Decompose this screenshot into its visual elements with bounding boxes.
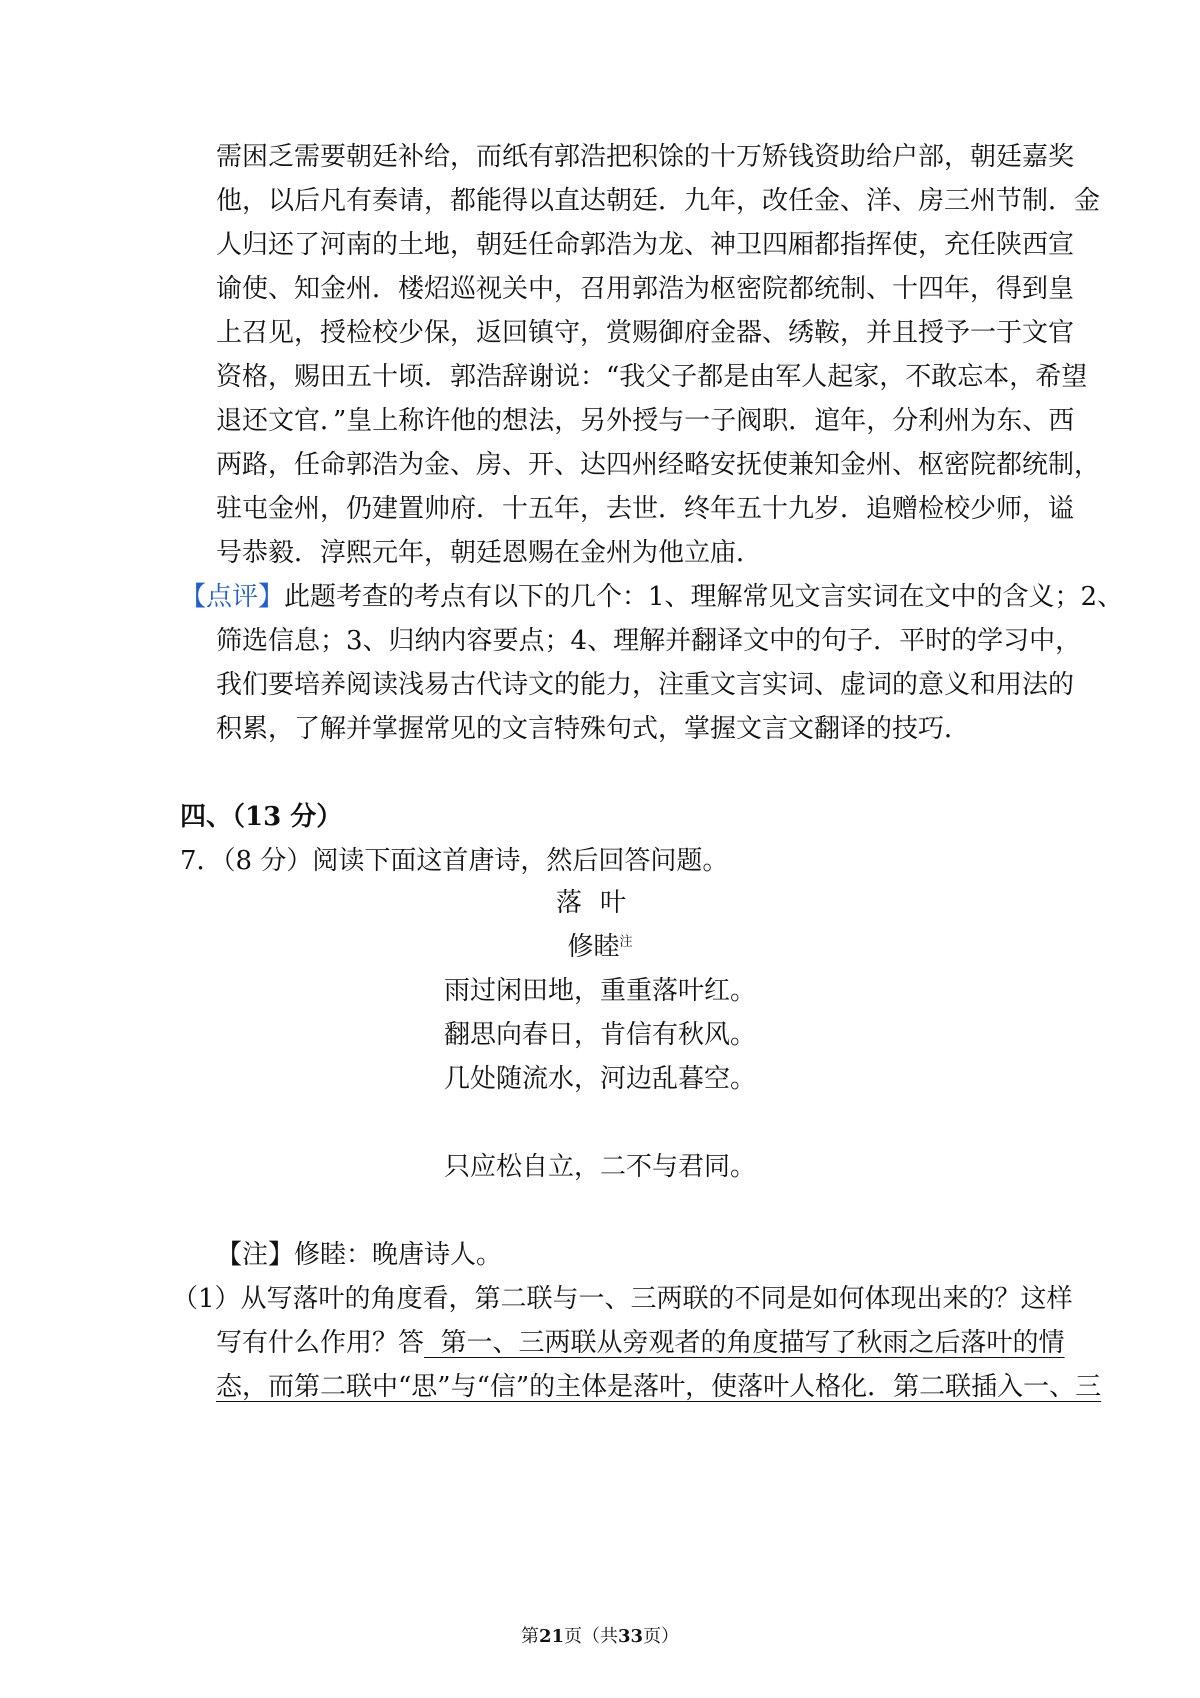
sub-question-1-answer-cont: 态，而第二联中“思”与“信”的主体是落叶，使落叶人格化．第二联插入一、三	[216, 1372, 1102, 1402]
translation-line: 上召见，授检校少保，返回镇守，赏赐御府金器、绣鞍，并且授予一于文官	[216, 318, 1075, 348]
sub-question-1-prompt-cont	[216, 1327, 1065, 1359]
poem-line: 雨过闲田地，重重落叶红。	[443, 976, 756, 1006]
footer-total-pages: 33	[618, 1626, 644, 1647]
poem-line: 只应松自立，二不与君同。	[443, 1152, 756, 1182]
translation-line: 驻屯金州，仍建置帅府．十五年，去世．终年五十九岁．追赠检校少师，谥	[216, 494, 1075, 524]
section-title: 四、（13 分）	[180, 802, 343, 832]
footer-page-number: 21	[538, 1626, 564, 1647]
poem-author-name: 修睦	[567, 932, 620, 962]
comment-line: 我们要培养阅读浅易古代诗文的能力，注重文言实词、虚词的意义和用法的	[216, 670, 1075, 700]
poem-author-note-mark: 注	[619, 934, 633, 950]
page-footer	[0, 1625, 1200, 1649]
poem-title: 落叶	[555, 888, 644, 918]
comment-line: 筛选信息；3、归纳内容要点；4、理解并翻译文中的句子．平时的学习中，	[216, 626, 1082, 656]
translation-line: 需困乏需要朝廷补给，而纸有郭浩把积馀的十万矫钱资助给户部，朝廷嘉奖	[216, 142, 1075, 172]
comment-line: 积累，了解并掌握常见的文言特殊句式，掌握文言文翻译的技巧．	[216, 714, 971, 744]
comment-tag: 【点评】	[180, 582, 285, 612]
translation-line: 退还文官．”皇上称许他的想法，另外授与一子阀职．逭年，分利州为东、西	[216, 406, 1075, 436]
translation-line: 号恭毅．淳熙元年，朝廷恩赐在金州为他立庙．	[216, 538, 763, 568]
poem-line: 翻思向春日，肯信有秋风。	[443, 1020, 756, 1050]
translation-line: 人归还了河南的土地，朝廷任命郭浩为龙、神卫四厢都指挥使，充任陕西宣	[216, 230, 1075, 260]
translation-line: 谕使、知金州．楼炤巡视关中，召用郭浩为枢密院都统制、十四年，得到皇	[216, 274, 1075, 304]
footer-middle: 页（共	[564, 1626, 618, 1647]
footer-prefix: 第	[520, 1626, 539, 1647]
sub-question-1-answer: 第一、三两联从旁观者的角度描写了秋雨之后落叶的情	[424, 1328, 1065, 1358]
translation-line: 资格，赐田五十顷．郭浩辞谢说：“我父子都是由军人起家，不敢忘本，希望	[216, 362, 1088, 392]
sub-question-1-prompt-suffix: 写有什么作用？答	[216, 1328, 425, 1358]
poem-note: 【注】修睦：晚唐诗人。	[216, 1240, 503, 1270]
footer-suffix: 页）	[643, 1626, 680, 1647]
question-7: 7．（8 分）阅读下面这首唐诗，然后回答问题。	[180, 846, 729, 876]
comment-text: 此题考查的考点有以下的几个：1、理解常见文言实词在文中的含义；2、	[284, 582, 1124, 612]
poem-line: 几处随流水，河边乱暮空。	[443, 1064, 756, 1094]
comment-first-line	[180, 581, 1124, 613]
translation-line: 两路，任命郭浩为金、房、开、达四州经略安抚使兼知金州、枢密院都统制，	[216, 450, 1101, 480]
poem-author	[0, 931, 1200, 963]
sub-question-1-prompt: （1）从写落叶的角度看，第二联与一、三两联的不同是如何体现出来的？这样	[172, 1284, 1073, 1314]
translation-line: 他，以后凡有奏请，都能得以直达朝廷．九年，改任金、洋、房三州节制．金	[216, 186, 1101, 216]
